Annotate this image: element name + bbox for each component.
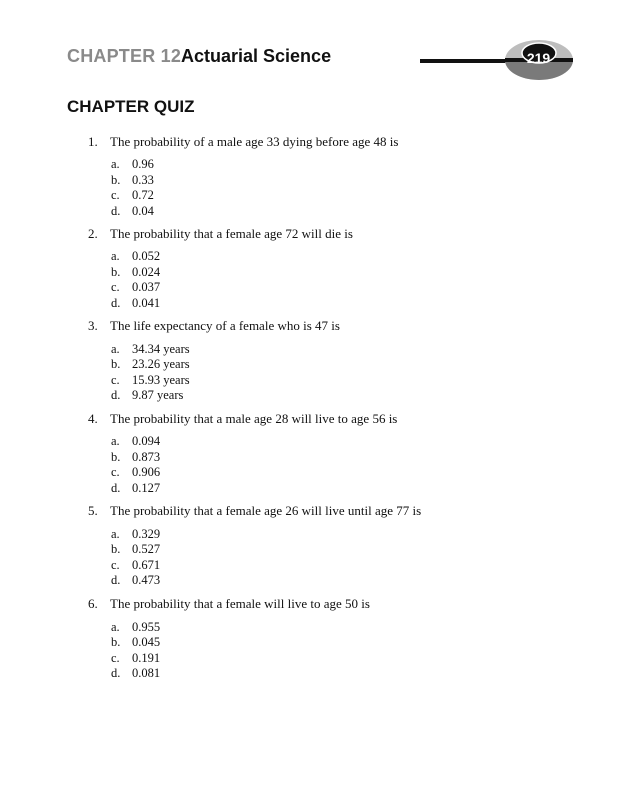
- option-value: 23.26 years: [132, 357, 190, 371]
- option-value: 0.33: [132, 172, 154, 187]
- option-value: 0.72: [132, 188, 154, 202]
- option-letter: a.: [111, 619, 120, 634]
- question-number: 2.: [88, 226, 98, 241]
- chapter-title: Actuarial Science: [181, 46, 332, 66]
- option-value: 0.127: [132, 480, 161, 495]
- option-letter: d.: [111, 295, 121, 310]
- option-value: 0.527: [132, 542, 161, 556]
- option-letter: c.: [111, 650, 120, 665]
- option-letter: a.: [111, 526, 120, 541]
- option-letter: b.: [111, 635, 121, 649]
- option-letter: c.: [111, 557, 120, 572]
- option-letter: a.: [111, 157, 120, 171]
- option-value: 0.052: [132, 249, 161, 263]
- option-value: 0.671: [132, 557, 161, 572]
- option-value: 0.045: [132, 635, 161, 649]
- option-letter: b.: [111, 449, 121, 464]
- question-number: 3.: [88, 318, 98, 333]
- question-number: 1.: [88, 134, 98, 149]
- chapter-label: CHAPTER 12: [67, 46, 182, 66]
- option-letter: a.: [111, 341, 120, 356]
- question-text: The probability of a male age 33 dying before age 48 is: [110, 134, 399, 149]
- option-letter: b.: [111, 542, 121, 556]
- option-value: 0.191: [132, 650, 161, 665]
- option-letter: c.: [111, 465, 120, 479]
- question-number: 4.: [88, 411, 98, 426]
- option-value: 0.037: [132, 280, 161, 294]
- option-value: 0.024: [132, 264, 161, 279]
- option-letter: d.: [111, 203, 121, 218]
- option-value: 15.93 years: [132, 372, 190, 387]
- question-number: 5.: [88, 503, 98, 518]
- option-value: 0.955: [132, 619, 161, 634]
- question-text: The probability that a female age 26 will live until age 77 is: [110, 503, 422, 518]
- option-value: 0.081: [132, 666, 161, 680]
- option-letter: d.: [111, 666, 121, 680]
- option-value: 34.34 years: [132, 341, 190, 356]
- option-value: 0.96: [132, 157, 154, 171]
- question-text: The life expectancy of a female who is 47 is: [110, 318, 340, 333]
- quiz-heading: CHAPTER QUIZ: [67, 97, 195, 116]
- option-value: 0.873: [132, 449, 161, 464]
- option-value: 0.094: [132, 434, 161, 448]
- option-value: 0.473: [132, 573, 161, 587]
- option-letter: c.: [111, 280, 120, 294]
- question-text: The probability that a male age 28 will live to age 56 is: [110, 411, 398, 426]
- option-value: 0.041: [132, 295, 161, 310]
- option-letter: a.: [111, 434, 120, 448]
- option-letter: c.: [111, 188, 120, 202]
- option-letter: b.: [111, 172, 121, 187]
- option-letter: d.: [111, 480, 121, 495]
- option-value: 0.329: [132, 526, 161, 541]
- option-value: 9.87 years: [132, 388, 184, 402]
- option-letter: b.: [111, 357, 121, 371]
- page-header: [67, 44, 577, 80]
- question-number: 6.: [88, 596, 98, 611]
- question-text: The probability that a female age 72 will die is: [110, 226, 353, 241]
- option-letter: d.: [111, 388, 121, 402]
- option-letter: d.: [111, 573, 121, 587]
- option-letter: c.: [111, 372, 120, 387]
- option-value: 0.04: [132, 203, 154, 218]
- question-text: The probability that a female will live to age 50 is: [110, 596, 370, 611]
- option-letter: b.: [111, 264, 121, 279]
- option-value: 0.906: [132, 465, 161, 479]
- option-letter: a.: [111, 249, 120, 263]
- page-number: 219: [526, 50, 551, 66]
